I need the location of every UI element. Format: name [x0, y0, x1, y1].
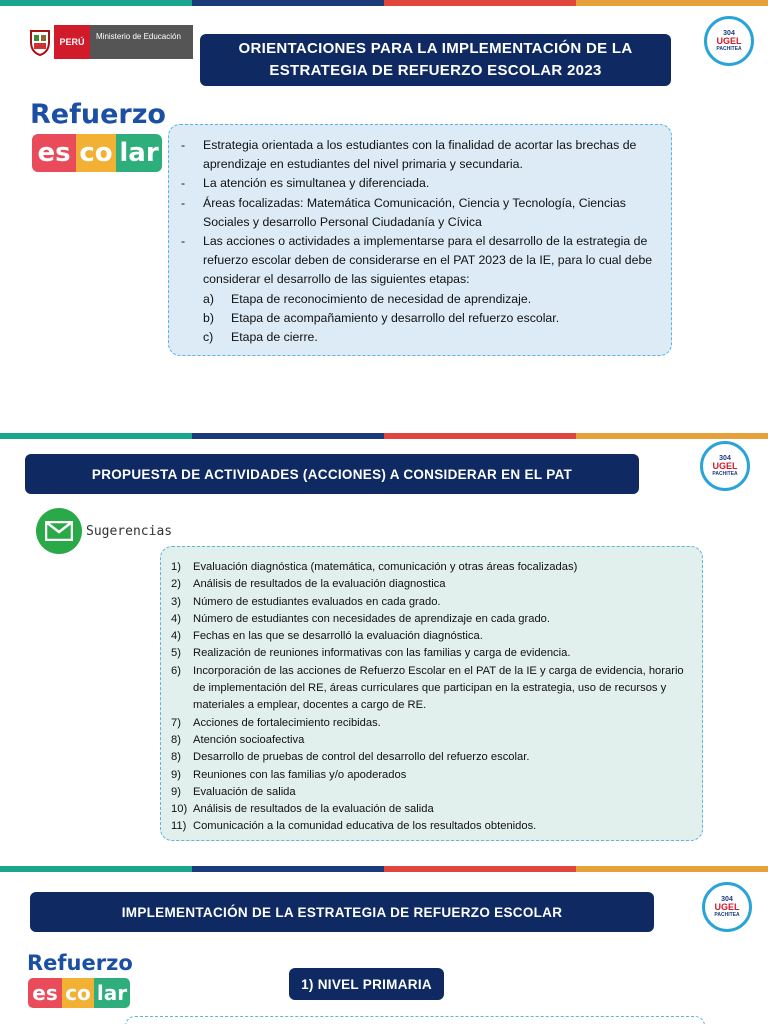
slide-2	[0, 433, 768, 865]
content-box-edge	[125, 1016, 705, 1024]
strategy-bullets	[173, 136, 657, 290]
ugel-place: PACHITEA	[712, 471, 738, 477]
stage-item: a) Etapa de reconocimiento de necesidad de aprendizaje.	[203, 291, 532, 306]
suggestions-label: Sugerencias	[86, 523, 173, 539]
activity-item: 5) Realización de reuniones informativas con las familias y carga de evidencia.	[171, 647, 571, 660]
activity-item: 4) Fechas en las que se desarrolló la evaluación diagnóstica.	[171, 630, 483, 643]
suggestions-badge	[36, 507, 182, 555]
activity-item: 6) Incorporación de las acciones de Refuerzo Escolar en el PAT de la IE y carga de evidencia, horario de implementación del RE, áreas curriculares que participan en la estrategia, uso de recursos y materiales a emplear, docentes a cargo de RE.	[171, 664, 684, 712]
logo-word-refuerzo: Refuerzo	[27, 951, 133, 975]
activity-item: 4) Número de estudiantes con necesidades de aprendizaje en cada grado.	[171, 612, 551, 625]
activity-item: 9) Evaluación de salida	[171, 785, 296, 798]
title-line-1: ORIENTACIONES PARA LA IMPLEMENTACIÓN DE LA	[238, 40, 633, 57]
level-primaria-label: 1) NIVEL PRIMARIA	[289, 968, 444, 1000]
bullet-item: - La atención es simultanea y diferenciada.	[173, 174, 657, 193]
activities-box	[160, 546, 703, 841]
logo-co: co	[62, 978, 94, 1008]
slide-2-title: PROPUESTA DE ACTIVIDADES (ACCIONES) A CONSIDERAR EN EL PAT	[25, 454, 639, 494]
logo-puzzle	[24, 978, 136, 1008]
ugel-name: UGEL	[714, 902, 740, 912]
slide-1-title	[200, 34, 671, 86]
ugel-number: 304	[721, 896, 733, 903]
logo-es: es	[28, 978, 62, 1008]
peru-label: PERÚ	[54, 25, 90, 59]
logo-es: es	[32, 134, 76, 172]
activity-item: 2) Análisis de resultados de la evaluación diagnostica	[171, 578, 446, 591]
ministry-label: Ministerio de Educación	[90, 25, 193, 59]
activities-list	[171, 559, 692, 836]
activity-item: 9) Reuniones con las familias y/o apoderados	[171, 768, 407, 781]
stage-item: b) Etapa de acompañamiento y desarrollo del refuerzo escolar.	[203, 310, 560, 325]
logo-puzzle	[26, 134, 166, 172]
refuerzo-escolar-logo	[24, 944, 136, 1022]
refuerzo-escolar-logo	[26, 88, 166, 188]
stages-list	[173, 290, 657, 348]
title-line-2: ESTRATEGIA DE REFUERZO ESCOLAR 2023	[269, 62, 602, 79]
bullet-item: - Las acciones o actividades a implementarse para el desarrollo de la estrategia de refuerzo escolar deben de considerarse en el PAT 2023 de la IE, para lo cual debe considerar el desarrollo de las siguientes etapas:	[173, 232, 657, 290]
ugel-name: UGEL	[716, 36, 742, 46]
strategy-box	[168, 124, 672, 356]
bullet-item: - Áreas focalizadas: Matemática Comunicación, Ciencia y Tecnología, Ciencias Sociales y desarrollo Personal Ciudadanía y Cívica	[173, 194, 657, 232]
activity-item: 1) Evaluación diagnóstica (matemática, comunicación y otras áreas focalizadas)	[171, 561, 578, 573]
logo-word-refuerzo: Refuerzo	[30, 99, 166, 130]
slide-3	[0, 866, 768, 1024]
color-stripe	[0, 0, 768, 6]
activity-item: 8) Atención socioafectiva	[171, 733, 305, 746]
ugel-logo	[700, 441, 750, 491]
ugel-name: UGEL	[712, 461, 738, 471]
activity-item: 7) Acciones de fortalecimiento recibidas.	[171, 716, 381, 729]
ugel-logo	[704, 16, 754, 66]
activity-item: 3) Número de estudiantes evaluados en cada grado.	[171, 595, 441, 608]
slide-1	[0, 0, 768, 432]
envelope-icon	[36, 508, 82, 554]
activity-item: 10) Análisis de resultados de la evaluación de salida	[171, 803, 434, 816]
ugel-place: PACHITEA	[716, 46, 742, 52]
ugel-number: 304	[719, 455, 731, 462]
activity-item: 8) Desarrollo de pruebas de control del desarrollo del refuerzo escolar.	[171, 751, 530, 764]
minedu-logo	[26, 25, 193, 59]
logo-co: co	[76, 134, 116, 172]
bullet-item: - Estrategia orientada a los estudiantes con la finalidad de acortar las brechas de aprendizaje en estudiantes del nivel primaria y secundaria.	[173, 136, 657, 174]
logo-lar: lar	[94, 978, 130, 1008]
ugel-logo	[702, 882, 752, 932]
peru-shield-icon	[26, 25, 54, 59]
color-stripe	[0, 866, 768, 872]
stage-item: c) Etapa de cierre.	[203, 330, 318, 345]
activity-item: 11) Comunicación a la comunidad educativa de los resultados obtenidos.	[171, 820, 537, 833]
logo-lar: lar	[116, 134, 162, 172]
ugel-place: PACHITEA	[714, 912, 740, 918]
slide-3-title: IMPLEMENTACIÓN DE LA ESTRATEGIA DE REFUERZO ESCOLAR	[30, 892, 654, 932]
ugel-number: 304	[723, 30, 735, 37]
color-stripe	[0, 433, 768, 439]
